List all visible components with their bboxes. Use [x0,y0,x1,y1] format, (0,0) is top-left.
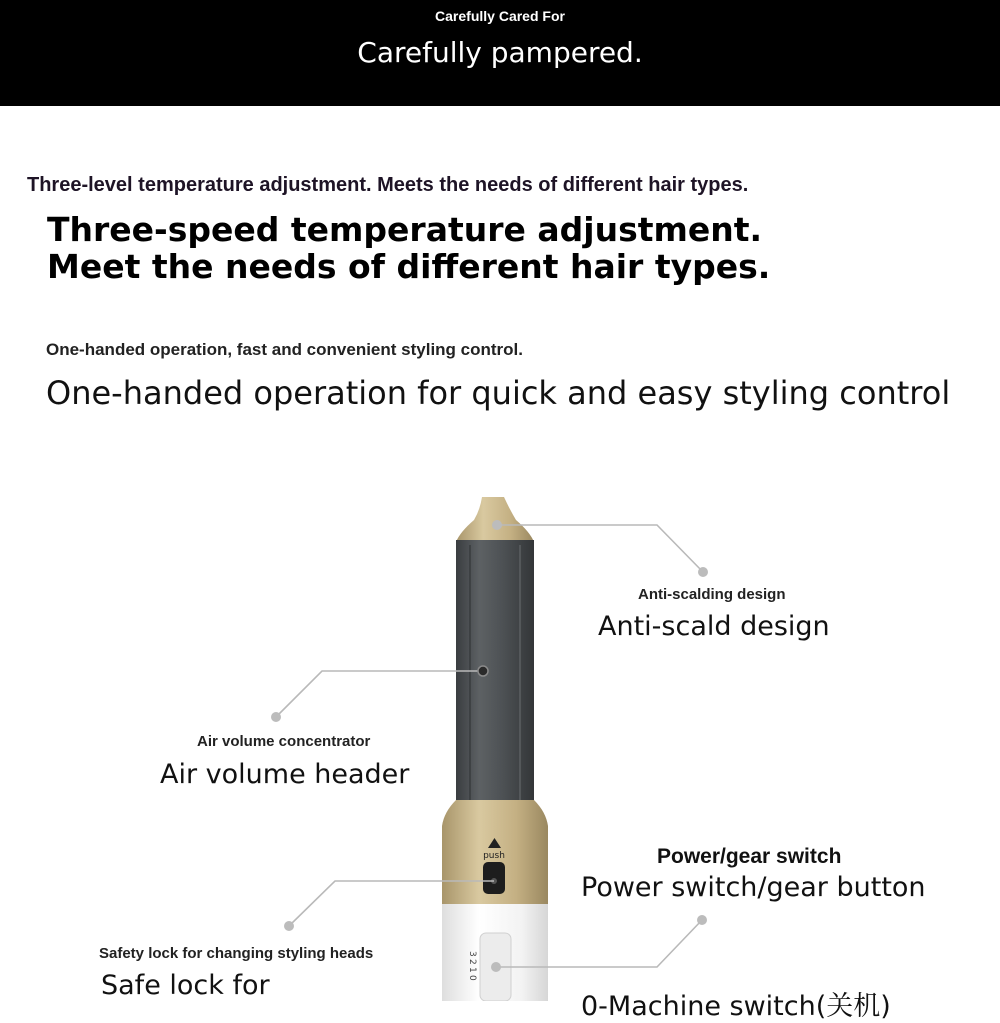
air-volume-label-small: Air volume concentrator [197,733,371,750]
device-gold-tip [456,497,534,542]
push-label: push [483,851,505,861]
gear-mark-0: 0 [467,975,477,981]
gear-mark-3: 3 [467,951,477,957]
safety-lock-label-small: Safety lock for changing styling heads [99,945,374,962]
safety-lock-label-large: Safe lock for [101,970,270,1001]
one-hand-subtitle: One-handed operation, fast and convenient styling control. [46,340,523,359]
machine-switch-label-large: 0-Machine switch(关机) [581,991,891,1022]
power-label-large: Power switch/gear button [581,872,926,903]
leader-air-volume [276,671,483,717]
anti-scald-label-small: Anti-scalding design [638,586,786,603]
one-hand-heading: One-handed operation for quick and easy styling control [46,374,951,412]
banner-kicker: Carefully Cared For [435,8,565,24]
temperature-heading-line-1: Three-speed temperature adjustment. [47,210,763,249]
temperature-subtitle: Three-level temperature adjustment. Meets the needs of different hair types. [27,174,749,196]
anti-scald-label-large: Anti-scald design [598,611,830,642]
gear-mark-1: 1 [467,967,477,973]
temperature-heading-line-2: Meet the needs of different hair types. [47,247,771,286]
banner-title: Carefully pampered. [357,36,643,69]
air-volume-label-large: Air volume header [160,759,410,790]
gear-mark-2: 2 [467,959,477,965]
power-label-small: Power/gear switch [657,845,842,868]
